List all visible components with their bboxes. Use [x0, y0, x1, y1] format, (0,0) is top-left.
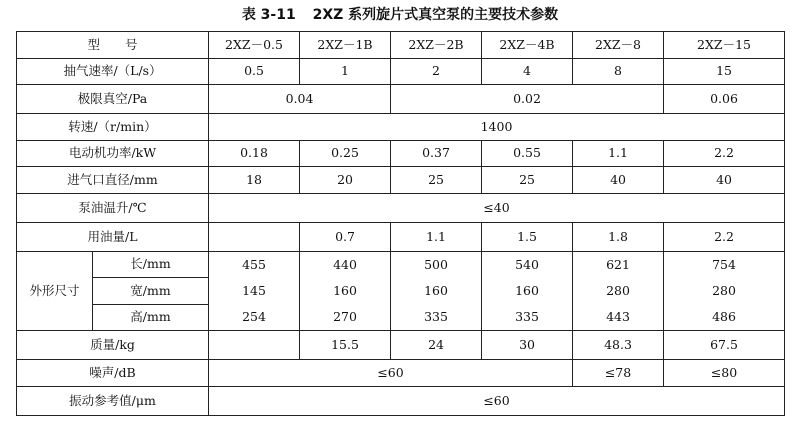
- table-cell: 40: [664, 167, 785, 194]
- table-row: [17, 360, 785, 387]
- table-cell: 48.3: [573, 331, 664, 360]
- table-row: [17, 386, 785, 415]
- row-label: 极限真空/Pa: [17, 85, 209, 114]
- table-cell: [209, 331, 300, 360]
- row-label: 振动参考值/μm: [17, 386, 209, 415]
- header-label: 型 号: [17, 32, 209, 59]
- row-label: 宽/mm: [93, 278, 209, 305]
- table-cell: 2.2: [664, 222, 785, 251]
- table-row: [17, 114, 785, 141]
- table-cell: 280: [573, 278, 664, 305]
- header-row: [17, 32, 785, 59]
- row-label: 电动机功率/kW: [17, 140, 209, 167]
- table-row: [17, 85, 785, 114]
- model-cell: 2XZ－1B: [300, 32, 391, 59]
- table-number: 表 3-11: [241, 7, 296, 23]
- table-cell: 754: [664, 251, 785, 278]
- table-row: [17, 331, 785, 360]
- table-cell: 1: [300, 58, 391, 85]
- table-cell: 486: [664, 304, 785, 331]
- table-cell: 440: [300, 251, 391, 278]
- row-label: 泵油温升/℃: [17, 193, 209, 222]
- table-row: [17, 140, 785, 167]
- row-label: 转速/（r/min）: [17, 114, 209, 141]
- table-cell: 335: [482, 304, 573, 331]
- table-cell: 4: [482, 58, 573, 85]
- table-cell: 2.2: [664, 140, 785, 167]
- table-cell: 30: [482, 331, 573, 360]
- table-cell: 145: [209, 278, 300, 305]
- table-cell: 160: [482, 278, 573, 305]
- table-cell: 0.55: [482, 140, 573, 167]
- table-cell: 1.1: [573, 140, 664, 167]
- table-cell: 15: [664, 58, 785, 85]
- table-cell: [209, 222, 300, 251]
- table-cell: ≤60: [209, 386, 785, 415]
- table-cell: 160: [300, 278, 391, 305]
- model-cell: 2XZ－2B: [391, 32, 482, 59]
- table-cell: 0.5: [209, 58, 300, 85]
- table-row: [17, 278, 785, 305]
- table-caption: [0, 2, 800, 28]
- table-cell: 455: [209, 251, 300, 278]
- table-cell: 621: [573, 251, 664, 278]
- table-cell: 1400: [209, 114, 785, 141]
- table-cell: ≤80: [664, 360, 785, 387]
- table-cell: ≤40: [209, 193, 785, 222]
- table-cell: 18: [209, 167, 300, 194]
- table-cell: 25: [482, 167, 573, 194]
- table-cell: 540: [482, 251, 573, 278]
- table-row: [17, 222, 785, 251]
- row-label: 高/mm: [93, 304, 209, 331]
- table-cell: 1.5: [482, 222, 573, 251]
- table-cell: 160: [391, 278, 482, 305]
- table-cell: 2: [391, 58, 482, 85]
- model-cell: 2XZ－8: [573, 32, 664, 59]
- table-cell: 335: [391, 304, 482, 331]
- table-cell: 280: [664, 278, 785, 305]
- table-cell: 1.8: [573, 222, 664, 251]
- table-cell: 1.1: [391, 222, 482, 251]
- table-cell: 24: [391, 331, 482, 360]
- model-cell: 2XZ－0.5: [209, 32, 300, 59]
- table-cell: 270: [300, 304, 391, 331]
- row-label: 质量/kg: [17, 331, 209, 360]
- model-cell: 2XZ－4B: [482, 32, 573, 59]
- table-cell: 0.37: [391, 140, 482, 167]
- table-cell: 0.25: [300, 140, 391, 167]
- table-cell: 0.7: [300, 222, 391, 251]
- table-cell: 500: [391, 251, 482, 278]
- table-cell: 0.18: [209, 140, 300, 167]
- row-label: 长/mm: [93, 251, 209, 278]
- table-row: [17, 251, 785, 278]
- table-row: [17, 167, 785, 194]
- table-row: [17, 193, 785, 222]
- table-cell: 15.5: [300, 331, 391, 360]
- model-cell: 2XZ－15: [664, 32, 785, 59]
- table-cell: 20: [300, 167, 391, 194]
- table-cell: ≤78: [573, 360, 664, 387]
- dimensions-group-label: 外形尺寸: [17, 251, 93, 331]
- table-cell: 0.06: [664, 85, 785, 114]
- spec-table: [16, 31, 785, 416]
- row-label: 进气口直径/mm: [17, 167, 209, 194]
- table-cell: 8: [573, 58, 664, 85]
- row-label: 抽气速率/（L/s）: [17, 58, 209, 85]
- table-cell: 40: [573, 167, 664, 194]
- table-cell: 443: [573, 304, 664, 331]
- row-label: 噪声/dB: [17, 360, 209, 387]
- table-cell: 67.5: [664, 331, 785, 360]
- table-cell: ≤60: [209, 360, 573, 387]
- table-cell: 0.02: [391, 85, 664, 114]
- table-cell: 254: [209, 304, 300, 331]
- table-title: 2XZ 系列旋片式真空泵的主要技术参数: [312, 7, 559, 23]
- row-label: 用油量/L: [17, 222, 209, 251]
- table-cell: 25: [391, 167, 482, 194]
- table-row: [17, 58, 785, 85]
- table-row: [17, 304, 785, 331]
- table-cell: 0.04: [209, 85, 391, 114]
